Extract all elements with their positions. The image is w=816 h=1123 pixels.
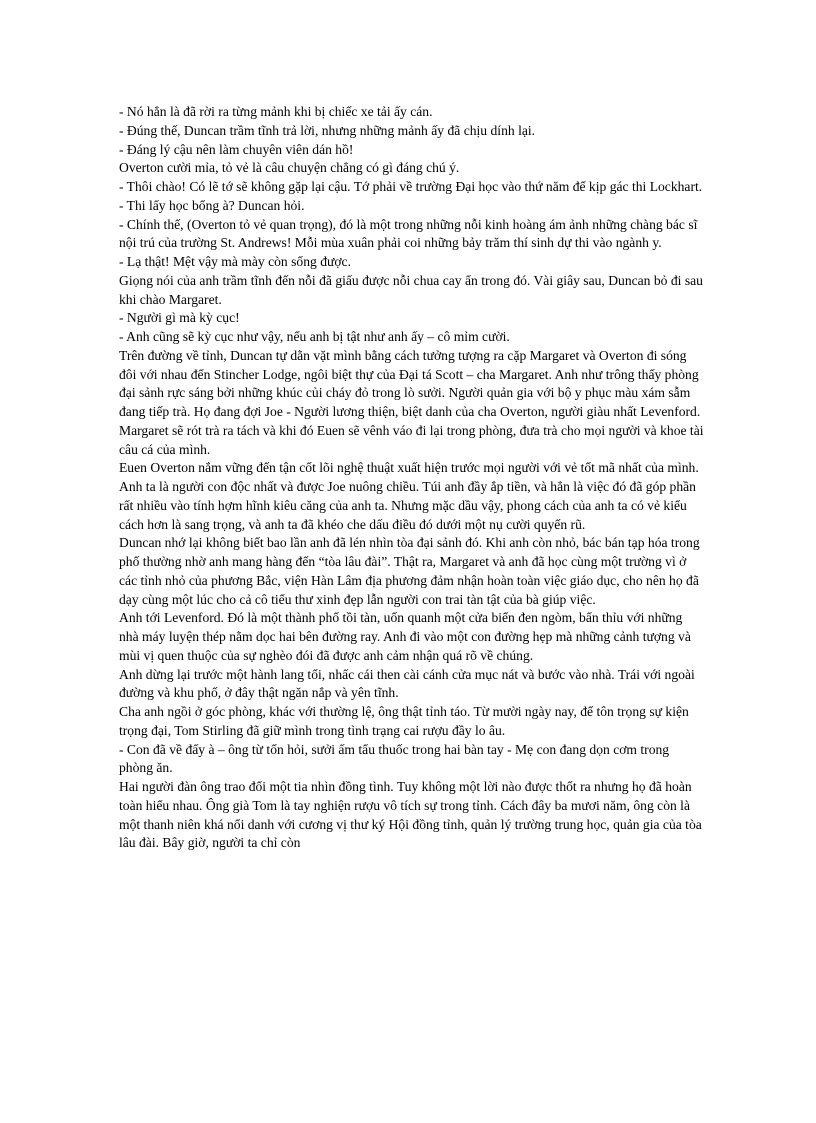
narrative-paragraph: Overton cười mỉa, tỏ vẻ là câu chuyện chẳng có gì đáng chú ý. xyxy=(119,160,460,176)
dialogue-line: - Thi lấy học bổng à? Duncan hỏi. xyxy=(119,197,305,213)
dialogue-line: - Lạ thật! Mệt vậy mà mày còn sống được. xyxy=(119,254,351,269)
dialogue-line: - Đúng thế, Duncan trầm tĩnh trả lời, nhưng những mảnh ấy đã chịu dính lại. xyxy=(119,122,536,138)
dialogue-line: - Đáng lý cậu nên làm chuyên viên dán hồ! xyxy=(119,141,354,157)
page-body-text xyxy=(119,103,704,853)
narrative-paragraph: Trên đường về tỉnh, Duncan tự dằn vặt mình bằng cách tưởng tượng ra cặp Margaret và Overton đi sóng đôi với nhau đến Stincher Lodge, ngôi biệt thự của Đại tá Scott – cha Margaret. Anh như trông thấy phòng đại sảnh rực sáng bởi những khúc củi cháy đỏ trong lò sưởi. Người quản gia với bộ y phục màu xám sẫm đang tiếp trà. Họ đang đợi Joe - Người lương thiện, biệt danh của cha Overton, người giàu nhất Levenford. Margaret sẽ rót trà ra tách và khi đó Euen sẽ vênh váo đi lại trong phòng, đưa trà cho mọi người và khoe tài câu cá của mình. xyxy=(119,347,704,457)
dialogue-line: - Thôi chào! Có lẽ tớ sẽ không gặp lại cậu. Tớ phải về trường Đại học vào thứ năm để kịp gác thi Lockhart. xyxy=(119,179,703,194)
dialogue-line: - Nó hẳn là đã rời ra từng mảnh khi bị chiếc xe tải ấy cán. xyxy=(119,104,433,119)
narrative-paragraph: Hai người đàn ông trao đổi một tia nhìn đồng tình. Tuy không một lời nào được thốt ra nhưng họ đã hoàn toàn hiểu nhau. Ông già Tom là tay nghiện rượu vô tích sự trong tỉnh. Cách đây ba mươi năm, ông còn là một thanh niên khá nổi danh với cương vị thư ký Hội đồng tỉnh, quản lý trường trung học, quản gia của tòa lâu đài. Bây giờ, người ta chỉ còn xyxy=(119,779,702,851)
dialogue-line: - Anh cũng sẽ kỳ cục như vậy, nếu anh bị tật như anh ấy – cô mỉm cười. xyxy=(119,329,510,344)
narrative-paragraph: Anh dừng lại trước một hành lang tối, nhấc cái then cài cánh cửa mục nát và bước vào nhà. Trái với ngoài đường và khu phố, ở đây thật ngăn nắp và yên tĩnh. xyxy=(119,666,695,701)
dialogue-line: - Chính thế, (Overton tỏ vẻ quan trọng), đó là một trong những nỗi kinh hoàng ám ảnh những chàng bác sĩ nội trú của trường St. Andrews! Mỗi mùa xuân phải coi những bảy trăm thí sinh dự thi vào ngành y. xyxy=(119,216,698,251)
narrative-paragraph: Cha anh ngồi ở góc phòng, khác với thường lệ, ông thật tỉnh táo. Từ mười ngày nay, để tôn trọng sự kiện trọng đại, Tom Stirling đã giữ mình trong tình trạng cai rượu đầy lo âu. xyxy=(119,704,689,738)
narrative-paragraph: Anh tới Levenford. Đó là một thành phố tồi tàn, uốn quanh một cửa biển đen ngòm, bẩn thỉu với những nhà máy luyện thép nằm dọc hai bên đường ray. Anh đi vào một con đường hẹp mà những cảnh tượng và mùi vị quen thuộc của sự nghèo đói đã được anh cảm nhận quá rõ về chúng. xyxy=(119,610,691,663)
dialogue-line: - Người gì mà kỳ cục! xyxy=(119,310,240,326)
dialogue-line: - Con đã về đấy à – ông từ tốn hỏi, sưởi ấm tẩu thuốc trong hai bàn tay - Mẹ con đang dọn cơm trong phòng ăn. xyxy=(119,741,670,776)
narrative-paragraph: Duncan nhớ lại không biết bao lần anh đã lén nhìn tòa đại sảnh đó. Khi anh còn nhỏ, bác bán tạp hóa trong phố thường nhờ anh mang hàng đến “tòa lâu đài”. Thật ra, Margaret và anh đã học cùng một trường vì ở các tỉnh nhỏ của phương Bắc, viện Hàn Lâm địa phương đảm nhận hoàn toàn việc giáo dục, cho nên họ đã dạy cùng một lúc cho cả cô tiểu thư xinh đẹp lẫn người con trai tàn tật của bà giúp việc. xyxy=(119,535,700,607)
narrative-paragraph: Euen Overton nắm vững đến tận cốt lõi nghệ thuật xuất hiện trước mọi người với vẻ tốt mã nhất của mình. Anh ta là người con độc nhất và được Joe nuông chiều. Túi anh đầy ắp tiền, và hẳn là việc đó đã góp phần rất nhiều vào tính hợm hĩnh kiêu căng của anh ta. Nhưng mặc dầu vậy, phong cách của anh ta có vẻ kiểu cách hơn là sang trọng, và anh ta đã khéo che dấu điều đó dưới một nụ cười quyến rũ. xyxy=(119,460,699,532)
narrative-paragraph: Giọng nói của anh trầm tĩnh đến nỗi đã giấu được nỗi chua cay ẩn trong đó. Vài giây sau, Duncan bỏ đi sau khi chào Margaret. xyxy=(119,272,703,307)
